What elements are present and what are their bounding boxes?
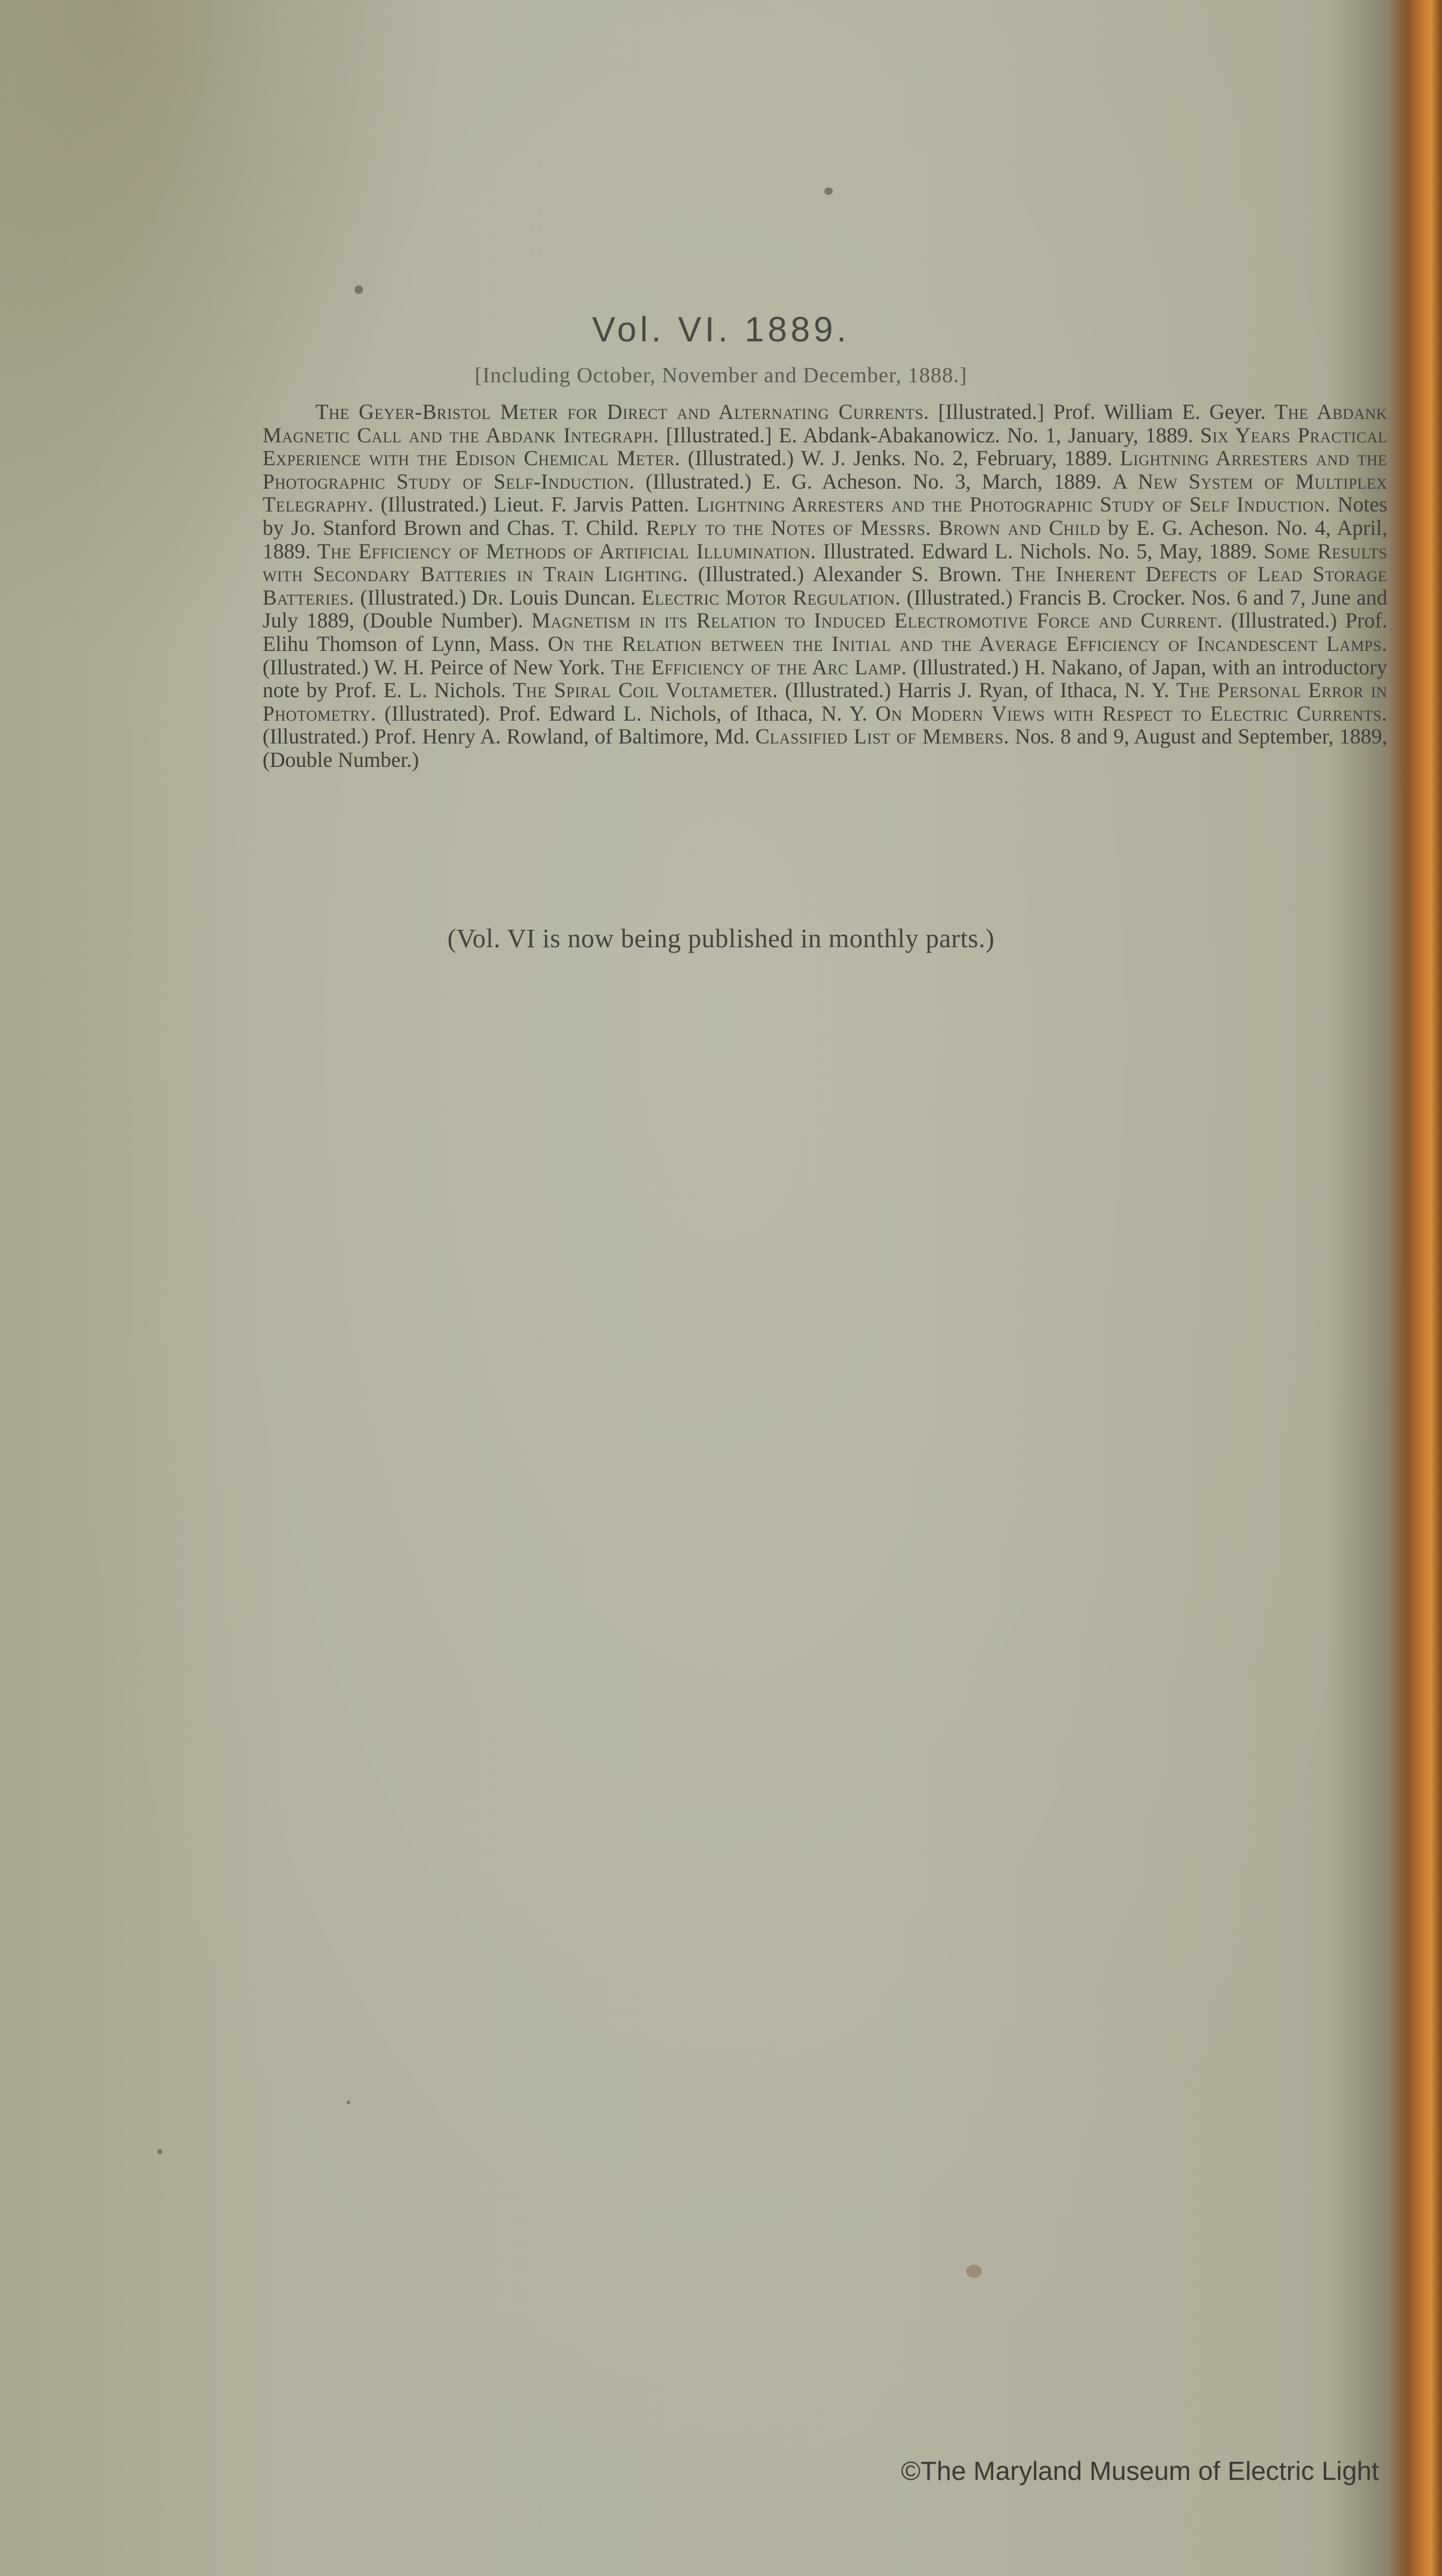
article-details: (Illustrated). Prof. Edward L. Nichols, of Ithaca, N. Y. <box>376 701 876 725</box>
article-title: Six Years Practical Experience with the Edison Chemical Meter. <box>263 423 1388 471</box>
article-title: Reply to the Notes of Messrs. Brown and Child <box>646 515 1101 540</box>
volume-subtitle: [Including October, November and December, 1888.] <box>475 363 967 387</box>
article-details: (Illustrated.) Alexander S. Brown. <box>688 562 1012 587</box>
article-title: Lightning Arresters and the Photographic Study of Self Induction. <box>696 492 1331 517</box>
article-details: (Illustrated.) H. Nakano, of Japan, with an introductory note by Prof. E. L. Nichols. <box>263 655 1387 703</box>
article-details: (Illustrated.) Harris J. Ryan, of Ithaca, N. Y. <box>777 678 1176 703</box>
article-title: The Abdank Magnetic Call and the Abdank Integraph. <box>263 400 1387 447</box>
article-title: The Geyer-Bristol Meter for Direct and Alternating Currents. <box>315 400 929 424</box>
article-details: [Illustrated.] Prof. William E. Geyer. <box>929 400 1275 424</box>
paper-speck <box>966 2265 982 2278</box>
article-title: Magnetism in its Relation to Induced Electromotive Force and Current. <box>531 608 1223 633</box>
article-title: A New System of Multiplex Telegraphy. <box>263 469 1387 517</box>
article-title: The Efficiency of Methods of Artificial Illumination. <box>317 539 817 563</box>
paper-speck <box>157 2149 162 2154</box>
article-title: The Inherent Defects of Lead Storage Batteries. <box>263 562 1387 609</box>
article-details: (Illustrated.) <box>354 585 472 609</box>
article-details: [Illustrated.] E. Abdank-Abakanowicz. No. 1, January, 1889. <box>659 423 1200 447</box>
article-details: (Illustrated.) Prof. Elihu Thomson of Lynn, Mass. <box>263 608 1387 656</box>
article-details: Nos. 8 and 9, August and September, 1889, (Double Number.) <box>263 724 1388 772</box>
article-details: (Illustrated.) Francis B. Crocker. Nos. 6 and 7, June and July 1889, (Double Number). <box>263 585 1387 633</box>
article-details: (Illustrated.) Prof. Henry A. Rowland, of Baltimore, Md. <box>263 724 756 749</box>
article-title: Some Results with Secondary Batteries in Train Lighting. <box>263 539 1388 587</box>
article-title: The Efficiency of the Arc Lamp. <box>610 655 907 679</box>
article-title: The Personal Error in Photometry. <box>263 678 1387 725</box>
article-details: Illustrated. Edward L. Nichols. No. 5, May, 1889. <box>816 539 1264 563</box>
article-title: Dr. <box>472 585 504 609</box>
paper-speck <box>824 188 833 195</box>
article-title: Lightning Arresters and the Photographic Study of Self-Induction. <box>263 446 1387 493</box>
contents-paragraph <box>263 400 1387 772</box>
article-details: (Illustrated.) W. H. Peirce of New York. <box>263 655 611 679</box>
article-title: On the Relation between the Initial and the Average Efficiency of Incandescent Lamps. <box>547 631 1387 656</box>
museum-credit: ©The Maryland Museum of Electric Light <box>901 2456 1379 2486</box>
article-details: Louis Duncan. <box>503 585 642 609</box>
volume-title: Vol. VI. 1889. <box>592 310 850 349</box>
paper-speck <box>354 285 363 294</box>
article-details: Notes by Jo. Stanford Brown and Chas. T. Child. <box>263 492 1387 540</box>
article-title: The Spiral Coil Voltameter. <box>513 678 778 703</box>
article-details: by E. G. Acheson. No. 4, April, 1889. <box>263 515 1387 563</box>
article-title: On Modern Views with Respect to Electric Currents. <box>875 701 1387 725</box>
article-details: (Illustrated.) E. G. Acheson. No. 3, March, 1889. <box>634 469 1113 493</box>
paper-speck <box>347 2101 350 2104</box>
article-details: (Illustrated.) W. J. Jenks. No. 2, February, 1889. <box>680 446 1120 471</box>
article-details: (Illustrated.) Lieut. F. Jarvis Patten. <box>373 492 696 517</box>
article-title: Electric Motor Regulation. <box>641 585 901 609</box>
article-title: Classified List of Members. <box>755 724 1009 749</box>
publication-note: (Vol. VI is now being published in monthly parts.) <box>447 924 995 953</box>
